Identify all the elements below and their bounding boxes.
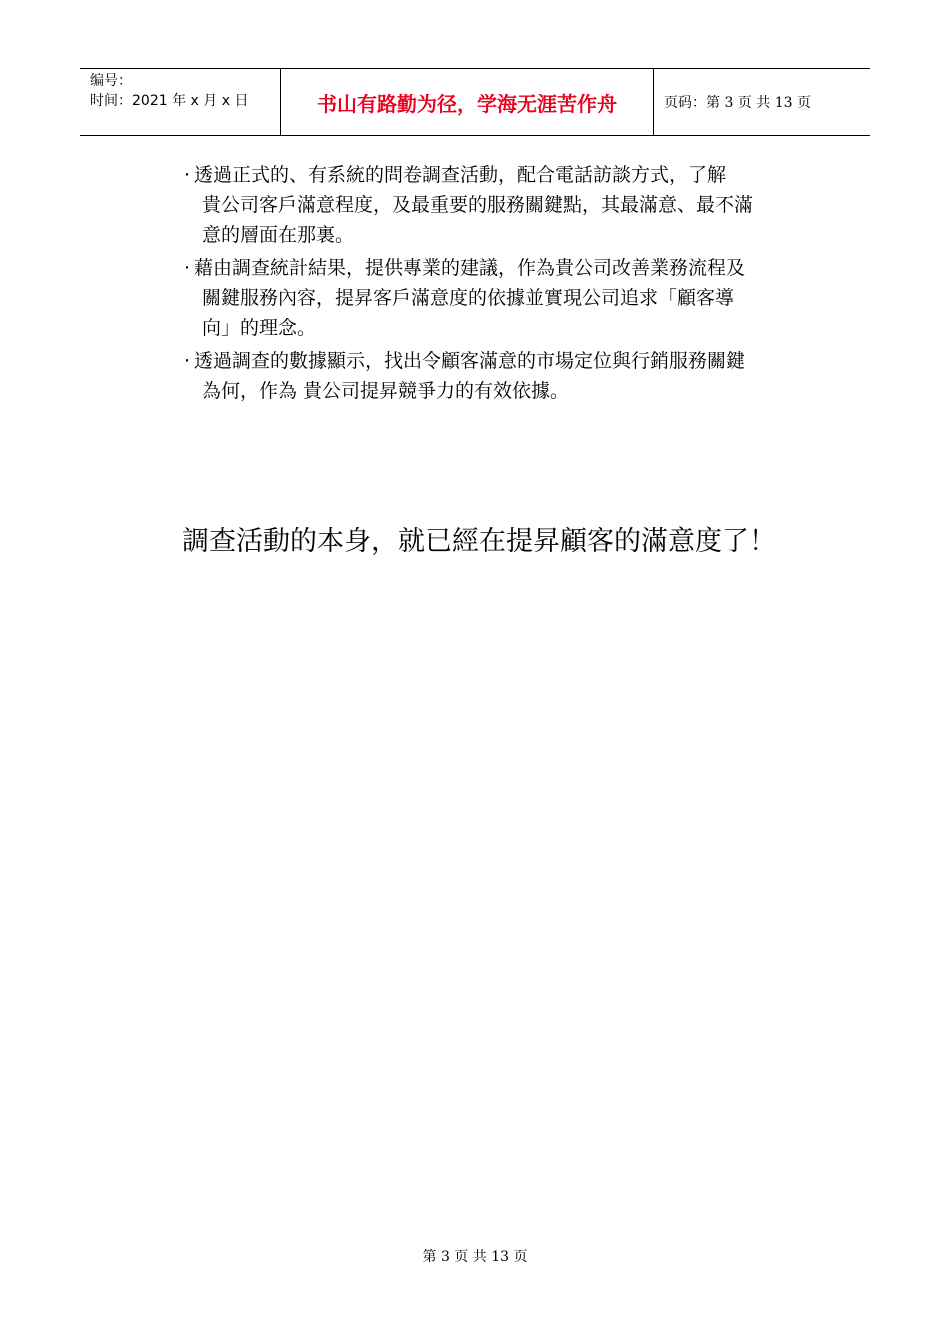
bullet-dot-icon: · (184, 164, 191, 186)
bullet-dot-icon: · (184, 257, 191, 279)
bullet-text-line: 藉由調查統計結果，提供專業的建議，作為貴公司改善業務流程及 (194, 257, 746, 279)
header-motto-cell (281, 69, 654, 135)
bullet-text-line: 貴公司客戶滿意程度，及最重要的服務關鍵點，其最滿意、最不滿 (202, 194, 754, 216)
page-footer (0, 1246, 950, 1266)
bullet-text-line: 向」的理念。 (202, 317, 317, 339)
footer-page-number: 第 3 页 共 13 页 (422, 1249, 528, 1265)
bullet-item (182, 160, 812, 250)
bullet-text-line: 透過正式的、有系統的問卷調查活動，配合電話訪談方式，了解 (194, 164, 727, 186)
bullet-text-line: 關鍵服務內容，提昇客戶滿意度的依據並實現公司追求「顧客導 (202, 287, 735, 309)
document-date: 时间：2021 年 x 月 x 日 (90, 93, 249, 109)
bullet-text-line: 透過調查的數據顯示，找出令顧客滿意的市場定位與行銷服務關鍵 (194, 350, 746, 372)
header-meta (80, 69, 281, 135)
bullet-text-line: 意的層面在那裏。 (202, 224, 355, 246)
bullet-list (182, 160, 812, 409)
header-page-info: 页码：第 3 页 共 13 页 (664, 95, 811, 111)
bullet-item (182, 253, 812, 343)
bullet-dot-icon: · (184, 350, 191, 372)
page-header (80, 68, 870, 136)
document-number-label: 编号： (90, 73, 132, 89)
header-motto: 书山有路勤为径，学海无涯苦作舟 (317, 91, 617, 116)
bullet-item (182, 346, 812, 406)
highlight-statement: 調查活動的本身，就已經在提昇顧客的滿意度了！ (182, 526, 776, 557)
bullet-text-line: 為何，作為 貴公司提昇競爭力的有效依據。 (202, 380, 570, 402)
header-page-info-cell (654, 69, 870, 135)
